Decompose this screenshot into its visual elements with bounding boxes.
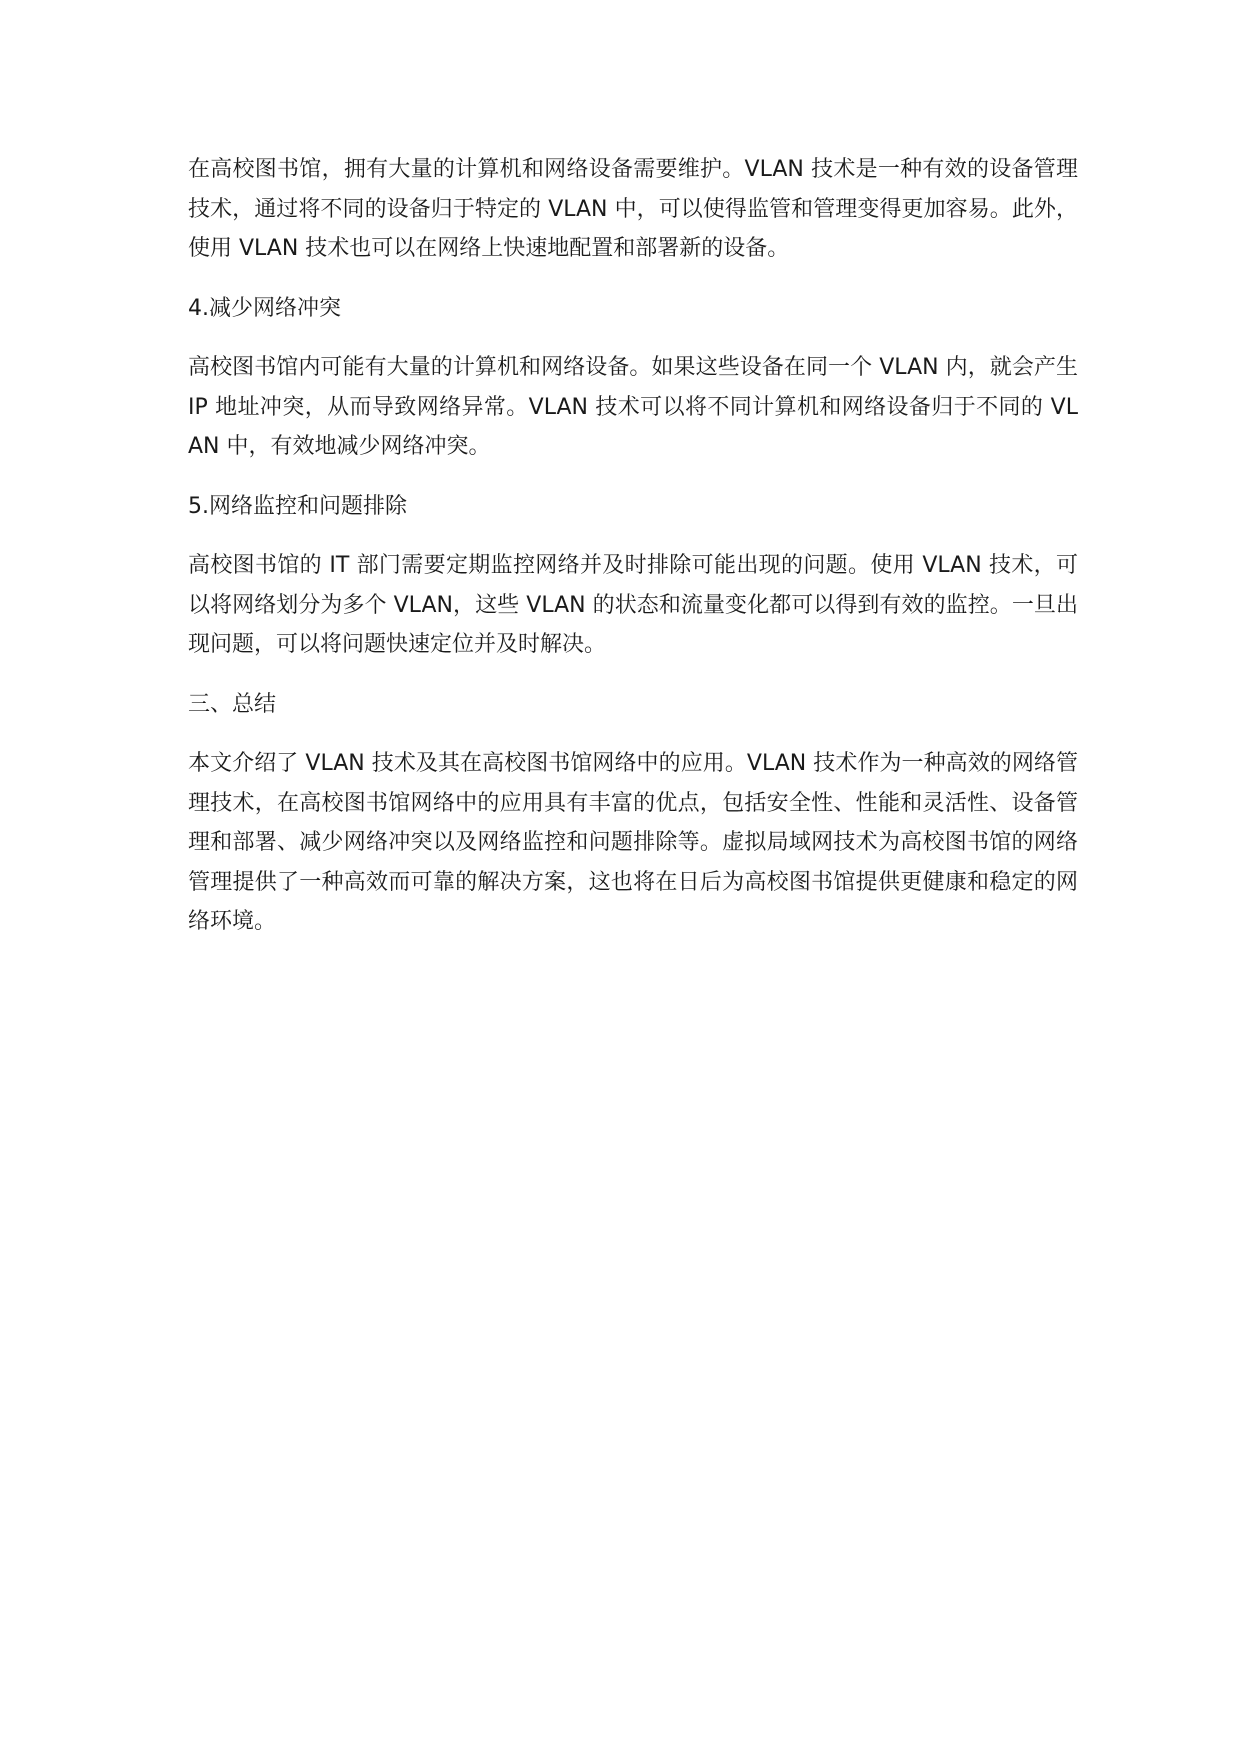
section-heading-monitoring: 5.网络监控和问题排除 <box>188 493 407 519</box>
paragraph-summary: 本文介绍了 VLAN 技术及其在高校图书馆网络中的应用。VLAN 技术作为一种高效的网络管理技术，在高校图书馆网络中的应用具有丰富的优点，包括安全性、性能和灵活性、设备管理和部署、减少网络冲突以及网络监控和问题排除等。虚拟局域网技术为高校图书馆的网络管理提供了一种高效而可靠的解决方案，这也将在日后为高校图书馆提供更健康和稳定的网络环境。 <box>188 751 1078 934</box>
paragraph-device-management: 在高校图书馆，拥有大量的计算机和网络设备需要维护。VLAN 技术是一种有效的设备管理技术，通过将不同的设备归于特定的 VLAN 中，可以使得监管和管理变得更加容易。此外，使用 VLAN 技术也可以在网络上快速地配置和部署新的设备。 <box>188 157 1078 261</box>
paragraph-reduce-conflict: 高校图书馆内可能有大量的计算机和网络设备。如果这些设备在同一个 VLAN 内，就会产生 IP 地址冲突，从而导致网络异常。VLAN 技术可以将不同计算机和网络设备归于不同的 VLAN 中，有效地减少网络冲突。 <box>188 355 1078 459</box>
document-body <box>188 150 1078 962</box>
paragraph-monitoring: 高校图书馆的 IT 部门需要定期监控网络并及时排除可能出现的问题。使用 VLAN 技术，可以将网络划分为多个 VLAN，这些 VLAN 的状态和流量变化都可以得到有效的监控。一旦出现问题，可以将问题快速定位并及时解决。 <box>188 553 1078 657</box>
section-heading-reduce-conflict: 4.减少网络冲突 <box>188 295 341 321</box>
section-heading-summary: 三、总结 <box>188 691 277 717</box>
